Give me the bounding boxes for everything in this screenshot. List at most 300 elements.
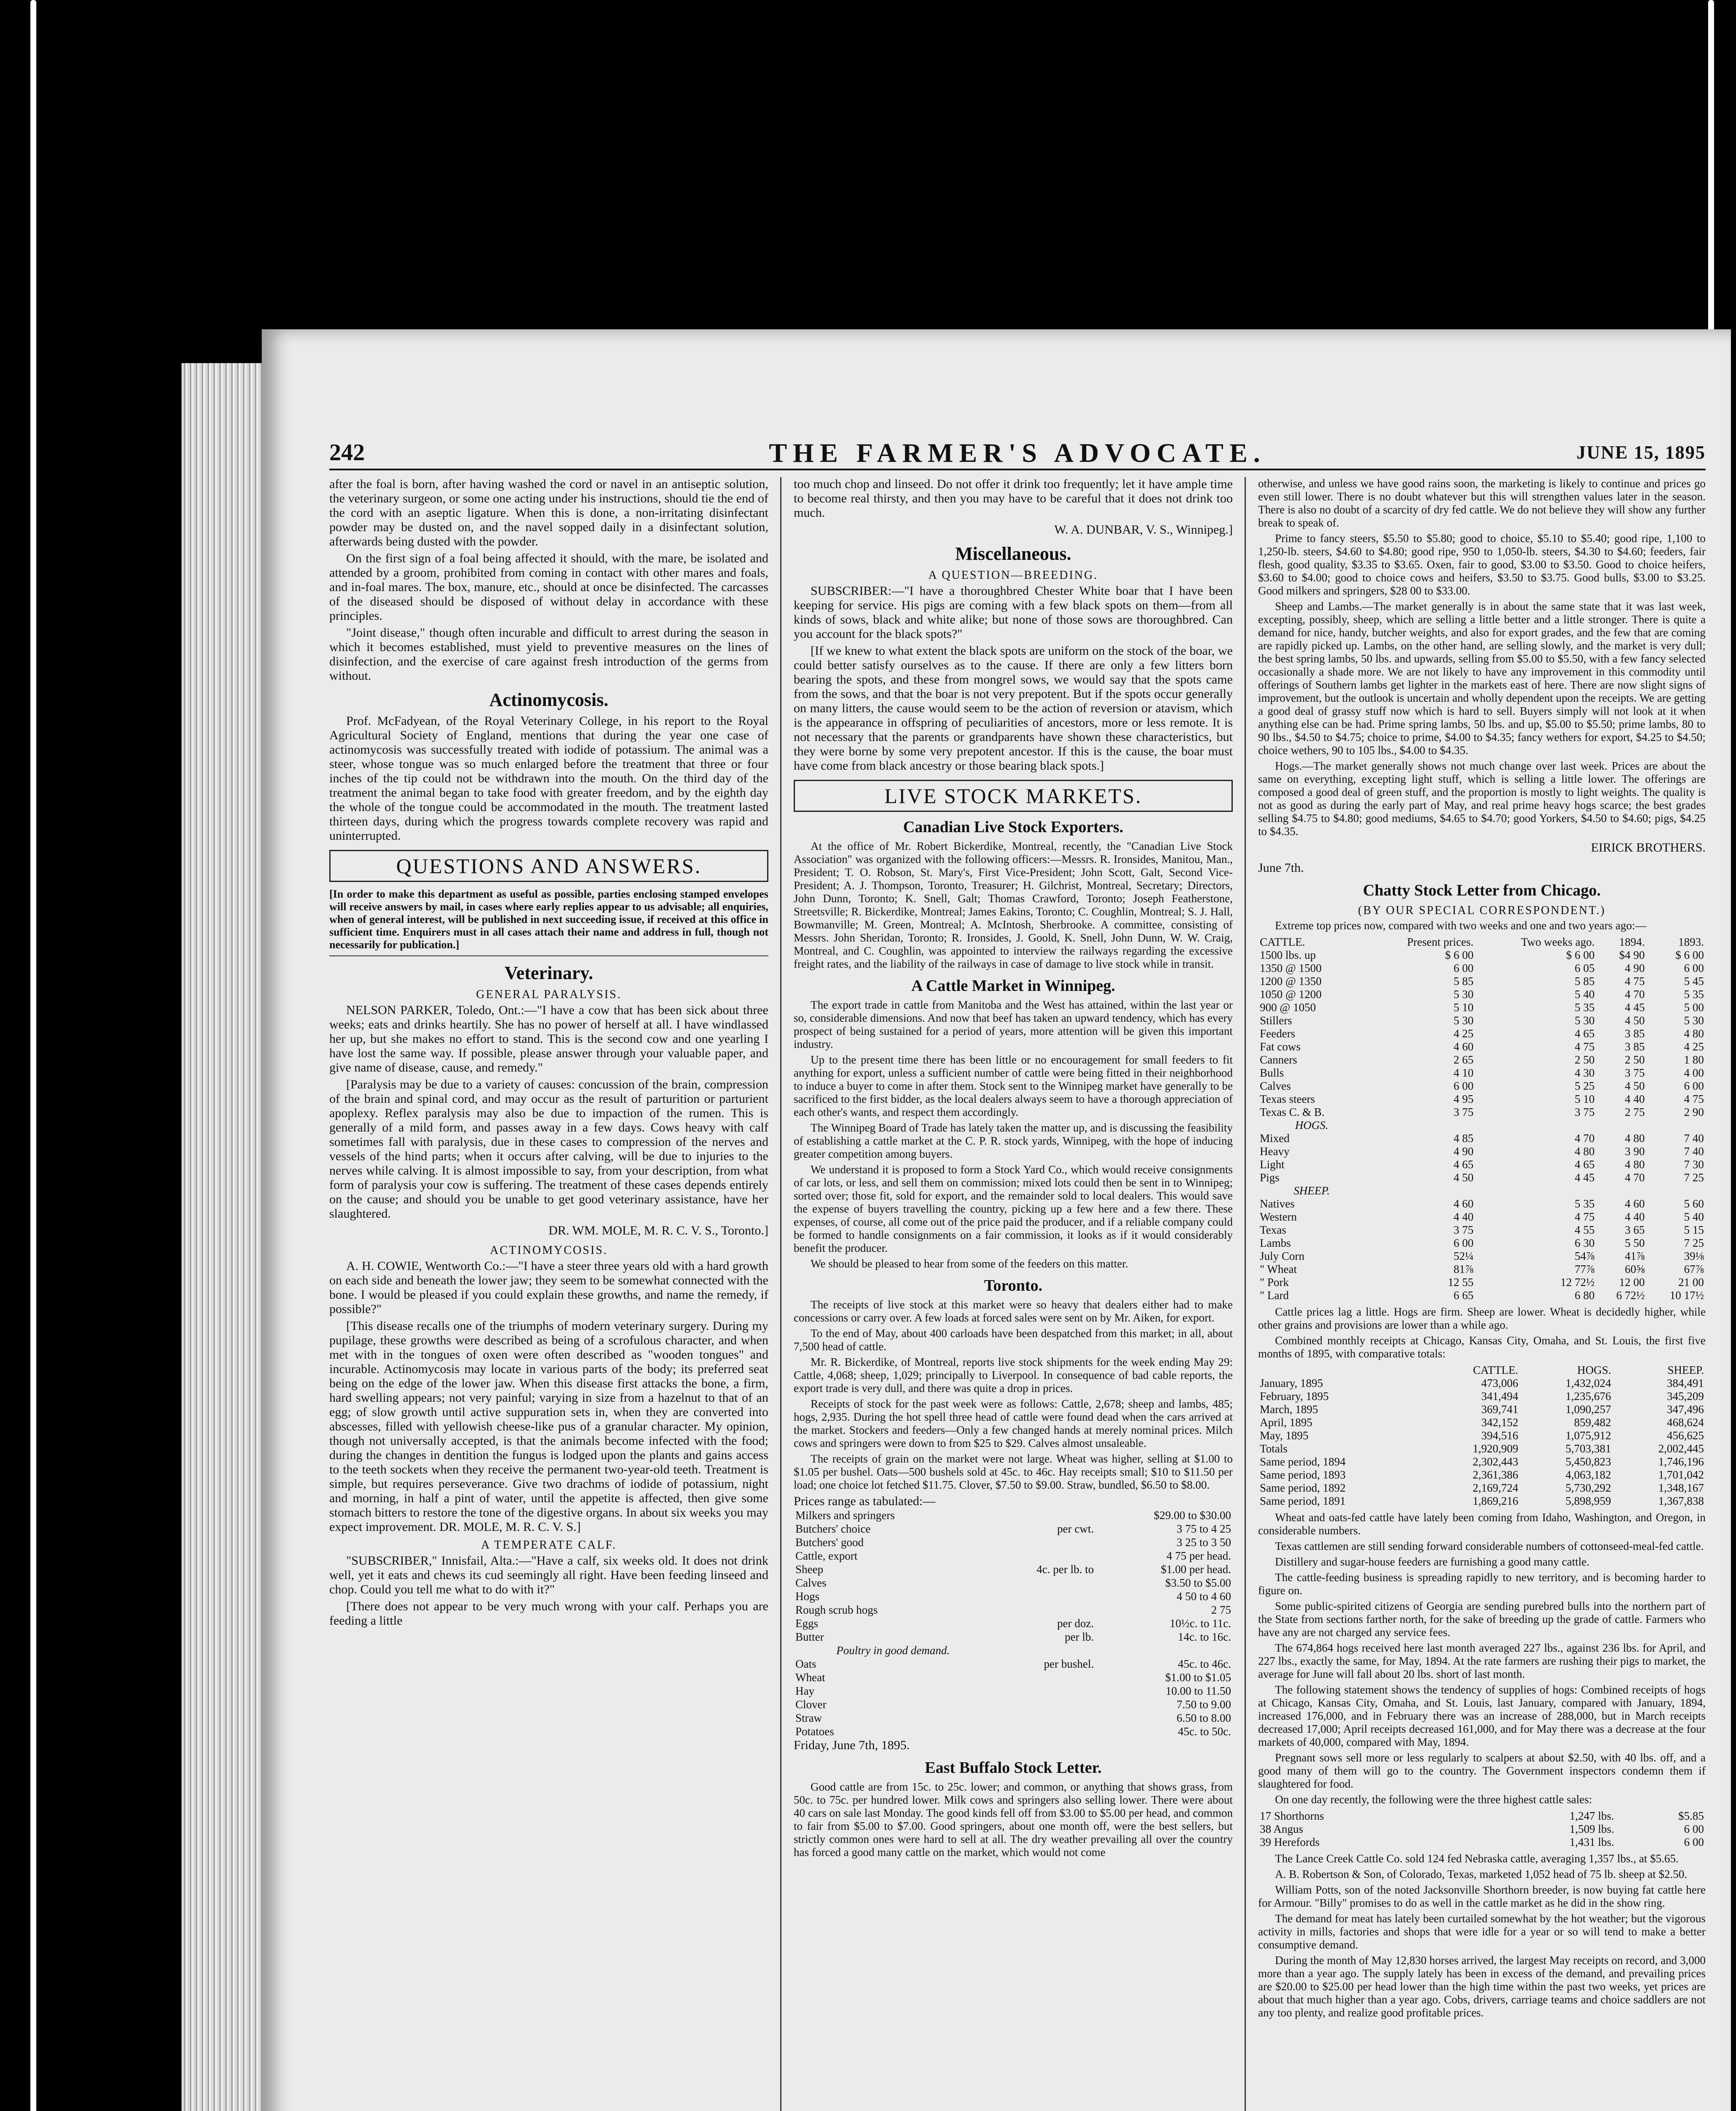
table-cell: 468,624 bbox=[1667, 1416, 1704, 1429]
price-row bbox=[794, 1522, 1233, 1536]
table-cell: $4 90 bbox=[1619, 949, 1645, 961]
table-cell: Same period, 1892 bbox=[1260, 1481, 1346, 1494]
table-cell: Totals bbox=[1260, 1442, 1288, 1455]
article-text: The following statement shows the tendency of supplies of hogs: Combined receipts of hogs at Chicago, Kansas City, Omaha, and St. Louis, last January, compared with January, 1894, increased 176,000, and in February there was an increase of 288,000, but in March receipts decreased 17,000; April receipts decreased 161,000, and for May there was a decrease at the four markets of 40,000, compared with May, 1894. bbox=[1258, 1683, 1706, 1748]
table-cell bbox=[992, 1684, 1096, 1698]
table-cell: 2,302,443 bbox=[1473, 1455, 1519, 1468]
table-cell: 1,075,912 bbox=[1565, 1429, 1611, 1442]
table-cell bbox=[1646, 1119, 1706, 1132]
table-cell: 7 40 bbox=[1684, 1132, 1704, 1145]
subheading: A TEMPERATE CALF. bbox=[481, 1538, 617, 1552]
receipts-row bbox=[1258, 1455, 1706, 1468]
table-cell: 1,235,676 bbox=[1565, 1390, 1611, 1403]
question-text: "SUBSCRIBER," Innisfail, Alta.:—"Have a calf, six weeks old. It does not drink well, yet it eats and chews its cud seemingly all right. Have been feeding linseed and chop. Could you tell me what to do with it?" bbox=[329, 1554, 768, 1596]
table-cell: 60⅝ bbox=[1625, 1263, 1645, 1275]
table-cell: 5,898,959 bbox=[1565, 1495, 1611, 1507]
table-cell: 2,361,386 bbox=[1473, 1468, 1519, 1481]
table-cell: 5 85 bbox=[1574, 975, 1595, 988]
receipts-row bbox=[1258, 1377, 1706, 1390]
table-cell: 394,516 bbox=[1481, 1429, 1519, 1442]
table-cell bbox=[992, 1549, 1096, 1563]
table-cell: 1,431 lbs. bbox=[1569, 1836, 1614, 1848]
table-cell: 5 30 bbox=[1453, 988, 1474, 1001]
article-text: A. B. Robertson & Son, of Colorado, Texas, marketed 1,052 head of 75 lb. sheep at $2.50. bbox=[1275, 1868, 1687, 1880]
table-cell: 4 50 bbox=[1625, 1014, 1645, 1027]
table-cell: 1500 lbs. up bbox=[1260, 949, 1316, 961]
table-cell: 3 85 bbox=[1625, 1040, 1645, 1053]
subheading: ACTINOMYCOSIS. bbox=[490, 1244, 608, 1257]
table-cell: $ 6 00 bbox=[1566, 949, 1595, 961]
table-cell: $ 6 00 bbox=[1675, 949, 1704, 961]
table-cell: 5 45 bbox=[1684, 975, 1704, 988]
article-text: Up to the present time there has been little or no encouragement for small feeders to fit anything for export, unless a sufficient number of cattle were being fitted in their neighborhood to induce a buyer to come in after them. Stock sent to the Winnipeg market have generally to be sacrificed to the first bidder, as the local dealers always seem to have a thorough appreciation of each other's wants, and respect them accordingly. bbox=[794, 1053, 1233, 1118]
table-cell: 4 65 bbox=[1574, 1027, 1595, 1040]
table-cell: 1,432,024 bbox=[1565, 1377, 1611, 1389]
table-cell: 3 85 bbox=[1625, 1027, 1645, 1040]
receipts-row bbox=[1258, 1481, 1706, 1495]
stock-price-row bbox=[1258, 1276, 1706, 1289]
table-cell: 3 75 bbox=[1574, 1106, 1595, 1118]
stock-price-row bbox=[1258, 1027, 1706, 1040]
table-cell: 4 75 bbox=[1574, 1040, 1595, 1053]
receipts-row bbox=[1258, 1442, 1706, 1455]
table-cell: 6 00 bbox=[1453, 1237, 1474, 1249]
table-header-row bbox=[1258, 936, 1706, 949]
table-cell: 6 80 bbox=[1574, 1289, 1595, 1302]
table-cell bbox=[1475, 1119, 1596, 1132]
table-header-cell: 1893. bbox=[1678, 936, 1704, 948]
table-cell: $3.50 to $5.00 bbox=[1165, 1576, 1231, 1589]
receipts-row bbox=[1258, 1429, 1706, 1442]
stock-price-row bbox=[1258, 1158, 1706, 1171]
price-row bbox=[794, 1684, 1233, 1698]
table-cell bbox=[992, 1509, 1096, 1522]
table-cell: Wheat bbox=[795, 1671, 825, 1684]
table-cell: 7 30 bbox=[1684, 1158, 1704, 1171]
stock-price-row bbox=[1258, 1040, 1706, 1053]
table-cell: 5 85 bbox=[1453, 975, 1474, 988]
receipts-row bbox=[1258, 1495, 1706, 1508]
table-cell: 3 75 bbox=[1625, 1066, 1645, 1079]
price-row bbox=[794, 1711, 1233, 1725]
subheading: A QUESTION—BREEDING. bbox=[928, 569, 1099, 582]
table-cell: July Corn bbox=[1260, 1250, 1305, 1262]
table-cell: $5.85 bbox=[1678, 1810, 1704, 1822]
table-cell: 77⅞ bbox=[1574, 1263, 1595, 1275]
table-cell: 45c. to 46c. bbox=[1178, 1658, 1231, 1670]
price-row bbox=[794, 1657, 1233, 1671]
table-cell: Oats bbox=[795, 1658, 816, 1670]
table-cell: 6 72½ bbox=[1616, 1289, 1645, 1302]
table-cell: 4c. per lb. to bbox=[1036, 1563, 1094, 1576]
article-text: The Winnipeg Board of Trade has lately taken the matter up, and is discussing the feasibility of establishing a cattle market at the C. P. R. stock yards, Winnipeg, with the hope of inducing greater competition among buyers. bbox=[794, 1121, 1233, 1160]
table-cell: 384,491 bbox=[1667, 1377, 1704, 1389]
table-cell: 5 35 bbox=[1574, 1197, 1595, 1210]
table-cell: Calves bbox=[1260, 1080, 1291, 1092]
table-cell: Straw bbox=[795, 1712, 822, 1724]
table-cell: Butter bbox=[795, 1631, 824, 1643]
table-cell: Hogs bbox=[795, 1590, 820, 1603]
stock-price-row bbox=[1258, 962, 1706, 975]
table-cell: 4 45 bbox=[1625, 1001, 1645, 1014]
cattle-sales-table bbox=[1258, 1810, 1706, 1849]
table-cell: per cwt. bbox=[1057, 1522, 1094, 1535]
table-cell: 7.50 to 9.00 bbox=[1176, 1698, 1231, 1711]
table-cell: 4 60 bbox=[1453, 1197, 1474, 1210]
table-cell bbox=[1365, 1184, 1475, 1197]
table-cell: 5,703,381 bbox=[1565, 1442, 1611, 1455]
table-cell: 1,701,042 bbox=[1658, 1468, 1704, 1481]
table-cell: 4 65 bbox=[1453, 1158, 1474, 1171]
table-cell: Butchers' choice bbox=[795, 1522, 871, 1535]
subheading: (BY OUR SPECIAL CORRESPONDENT.) bbox=[1358, 904, 1606, 917]
table-cell: " Lard bbox=[1260, 1289, 1289, 1302]
column-rule bbox=[1245, 477, 1246, 2111]
table-cell: 4 65 bbox=[1574, 1158, 1595, 1171]
table-cell: 3 75 to 4 25 bbox=[1176, 1522, 1231, 1535]
article-text: On one day recently, the following were the three highest cattle sales: bbox=[1275, 1793, 1592, 1806]
article-text: At the office of Mr. Robert Bickerdike, Montreal, recently, the "Canadian Live Stock Association" was organized with the following officers:—Messrs. R. Ironsides, Manitou, Man., President; T. O. Robson, St. Mary's, First Vice-President; John Scott, Galt, Second Vice-President; A. J. Thompson, Toronto, Treasurer; H. Gilchrist, Montreal, Secretary; Directors, John Dunn, Toronto; K. Snell, Galt; Thomas Crawford, Toronto; Joseph Featherstone, Streetsville; R. Bickerdike, Montreal; James Eakins, Toronto; C. Coughlin, Montreal; S. J. Hall, Bowmanville; M. Green, Montreal; A. McIntosh, Sherbrooke. A committee, consisting of Messrs. John Sheridan, Toronto; R. Ironsides, J. Goold, K. Snell, John Dunn, W. W. Craig, Montreal, and C. Coughlin, was appointed to interview the railways regarding the excessive freight rates, and the liability of the railways in case of damage to live stock while in transit. bbox=[794, 840, 1233, 970]
table-cell: 6 05 bbox=[1574, 962, 1595, 974]
table-cell: 38 Angus bbox=[1260, 1823, 1303, 1835]
table-header-cell bbox=[1258, 1364, 1427, 1377]
table-header-cell: CATTLE. bbox=[1473, 1364, 1519, 1376]
question-text: SUBSCRIBER:—"I have a thoroughbred Chester White boar that I have been keeping for service. His pigs are coming with a few black spots on them—from all kinds of sows, black and white alike; but none of those sows are thoroughbred. Can you account for the black spots?" bbox=[794, 584, 1233, 641]
table-cell: 1 80 bbox=[1684, 1053, 1704, 1066]
columns bbox=[329, 477, 1706, 2111]
table-cell: $1.00 to $1.05 bbox=[1165, 1671, 1231, 1684]
table-cell: 859,482 bbox=[1574, 1416, 1611, 1429]
paper-title: THE FARMER'S ADVOCATE. bbox=[769, 438, 1266, 468]
table-cell: January, 1895 bbox=[1260, 1377, 1323, 1389]
table-cell: 473,006 bbox=[1481, 1377, 1519, 1389]
table-cell: 6 30 bbox=[1574, 1237, 1595, 1249]
price-row bbox=[794, 1576, 1233, 1590]
table-cell: Light bbox=[1260, 1158, 1285, 1171]
table-cell: 1,247 lbs. bbox=[1569, 1810, 1614, 1822]
article-text: We should be pleased to hear from some of the feeders on this matter. bbox=[811, 1257, 1128, 1270]
column-1 bbox=[329, 477, 768, 2111]
stock-price-row bbox=[1258, 1237, 1706, 1250]
table-cell: 7 40 bbox=[1684, 1145, 1704, 1158]
stock-price-row bbox=[1258, 1053, 1706, 1066]
table-cell: Eggs bbox=[795, 1617, 818, 1630]
table-cell: 1,348,167 bbox=[1658, 1481, 1704, 1494]
article-text: On the first sign of a foal being affected it should, with the mare, be isolated and attended by a groom, prohibited from coming in contact with other mares and foals, and in-foal mares. The box, manure, etc., should at once be disinfected. The carcasses of the diseased should be disposed of without delay in accordance with these principles. bbox=[329, 551, 768, 623]
table-header-cell: HOGS. bbox=[1577, 1364, 1611, 1376]
table-cell: Potatoes bbox=[795, 1725, 834, 1738]
table-cell bbox=[992, 1711, 1096, 1725]
section-heading: Miscellaneous. bbox=[955, 543, 1071, 564]
article-text: after the foal is born, after having washed the cord or navel in an antiseptic solution, the veterinary surgeon, or some one acting under his instructions, should tie the end of the cord with an aseptic ligature. When this is done, a non-irritating disinfectant powder may be dusted on, and the navel sopped daily in a disinfectant solution, afterwards being dusted with the powder. bbox=[329, 477, 768, 548]
price-row bbox=[794, 1698, 1233, 1711]
table-cell bbox=[992, 1590, 1096, 1603]
article-text: Combined monthly receipts at Chicago, Kansas City, Omaha, and St. Louis, the first five months of 1895, with comparative totals: bbox=[1258, 1334, 1706, 1360]
table-cell bbox=[1596, 1119, 1646, 1132]
table-cell: Fat cows bbox=[1260, 1040, 1301, 1053]
dateline: June 7th. bbox=[1258, 861, 1304, 875]
table-cell: 5 50 bbox=[1625, 1237, 1645, 1249]
article-text: Some public-spirited citizens of Georgia are sending purebred bulls into the northern part of the State from sections farther north, for the sake of breeding up the grade of cattle. Farmers who have any are not charged any service fees. bbox=[1258, 1600, 1706, 1639]
section-heading: Toronto. bbox=[984, 1277, 1043, 1294]
receipts-row bbox=[1258, 1403, 1706, 1416]
table-cell: 3 75 bbox=[1453, 1106, 1474, 1118]
question-text: A. H. COWIE, Wentworth Co.:—"I have a steer three years old with a hard growth on each side and beneath the lower jaw; they seem to be somewhat connected with the bone. I would be pleased if you could explain these growths, and name the remedy, if possible?" bbox=[329, 1259, 768, 1316]
table-cell: Texas C. & B. bbox=[1260, 1106, 1325, 1118]
table-cell: Feeders bbox=[1260, 1027, 1295, 1040]
table-header-row bbox=[1258, 1364, 1706, 1377]
stock-price-row bbox=[1258, 1080, 1706, 1093]
table-cell: Same period, 1891 bbox=[1260, 1495, 1346, 1507]
table-cell: 5 40 bbox=[1574, 988, 1595, 1001]
table-cell: 456,625 bbox=[1667, 1429, 1704, 1442]
table-header-cell: Present prices. bbox=[1407, 936, 1474, 948]
toronto-price-table bbox=[794, 1509, 1233, 1738]
table-cell: 2 90 bbox=[1684, 1106, 1704, 1118]
table-cell: Sheep bbox=[795, 1563, 823, 1576]
table-cell: 4 95 bbox=[1453, 1093, 1474, 1105]
table-cell: per doz. bbox=[1057, 1617, 1094, 1630]
table-cell: 4 75 bbox=[1574, 1210, 1595, 1223]
stock-price-row bbox=[1258, 1250, 1706, 1263]
table-cell bbox=[992, 1725, 1096, 1738]
page-number: 242 bbox=[329, 440, 365, 466]
table-cell: Mixed bbox=[1260, 1132, 1290, 1145]
table-cell: $ 6 00 bbox=[1445, 949, 1474, 961]
table-cell: 6 00 bbox=[1453, 1080, 1474, 1092]
table-cell: 6 65 bbox=[1453, 1289, 1474, 1302]
section-heading: East Buffalo Stock Letter. bbox=[925, 1759, 1102, 1777]
table-cell: 2 65 bbox=[1453, 1053, 1474, 1066]
table-cell: 12 55 bbox=[1448, 1276, 1474, 1289]
price-row bbox=[794, 1549, 1233, 1563]
price-row bbox=[794, 1617, 1233, 1630]
table-cell: 1,869,216 bbox=[1473, 1495, 1519, 1507]
table-cell: 5 15 bbox=[1684, 1224, 1704, 1236]
table-cell: 10 17½ bbox=[1670, 1289, 1704, 1302]
table-header-cell: SHEEP. bbox=[1667, 1364, 1704, 1376]
table-cell: 6 00 bbox=[1684, 1823, 1704, 1835]
article-text: too much chop and linseed. Do not offer it drink too frequently; let it have ample time to become real thirsty, and then you may have to be careful that it does not drink too much. bbox=[794, 477, 1233, 520]
table-header-cell: CATTLE. bbox=[1260, 936, 1305, 948]
stock-price-row bbox=[1258, 1132, 1706, 1145]
table-cell: 1050 @ 1200 bbox=[1260, 988, 1322, 1001]
table-cell: 4 50 bbox=[1453, 1171, 1474, 1184]
article-text: The Lance Creek Cattle Co. sold 124 fed Nebraska cattle, averaging 1,357 lbs., at $5.65. bbox=[1275, 1852, 1679, 1865]
receipts-table bbox=[1258, 1364, 1706, 1508]
answer-text: [This disease recalls one of the triumphs of modern veterinary surgery. During my pupilage, these growths were described as being of a scrofulous character, and when met with in the tongues of oxen were often described as "wooden tongues" and incurable. Actinomycosis may locate in various parts of the body; its preferred seat being on the edge of the lower jaw. When this disease first attacks the bone, a firm, hard swelling appears; not very painful; varying in size from a hazelnut to that of an egg; of slow growth until active suppuration sets in, when they are converted into abscesses, filled with yellowish cheese-like pus of a granular character. My opinion, though not universally accepted, is that the animals become infected with the food; during the changes in dentition the fungus is lodged upon the plants and gains access to the teeth sockets when they receive the permanent two-year-old teeth. Treatment is simple, but requires perseverance. Give two drachms of iodide of potassium, night and morning, in half a pint of water, until the appetite is affected, then give some stomach bitters to restore the tone of the digestive organs. In about six weeks you may expect improvement. DR. MOLE, M. R. C. V. S.] bbox=[329, 1319, 768, 1534]
table-cell: 7 25 bbox=[1684, 1237, 1704, 1249]
table-cell: 45c. to 50c. bbox=[1178, 1725, 1231, 1738]
signature: EIRICK BROTHERS. bbox=[1591, 841, 1706, 855]
table-cell: 1,367,838 bbox=[1658, 1495, 1704, 1507]
table-cell: 4 60 bbox=[1625, 1197, 1645, 1210]
table-cell: 3 25 to 3 50 bbox=[1176, 1536, 1231, 1549]
table-cell: $1.00 per head. bbox=[1161, 1563, 1231, 1576]
table-cell: Texas steers bbox=[1260, 1093, 1315, 1105]
stock-price-row bbox=[1258, 988, 1706, 1001]
article-text: William Potts, son of the noted Jacksonville Shorthorn breeder, is now buying fat cattle here for Armour. "Billy" promises to do as well in the cattle market as he did in the show ring. bbox=[1258, 1883, 1706, 1909]
receipts-row bbox=[1258, 1416, 1706, 1429]
price-row bbox=[794, 1590, 1233, 1603]
table-cell: 1350 @ 1500 bbox=[1260, 962, 1322, 974]
table-cell: Calves bbox=[795, 1576, 827, 1589]
table-cell: 347,496 bbox=[1667, 1403, 1704, 1416]
table-cell: 10½c. to 11c. bbox=[1169, 1617, 1231, 1630]
article-text: Distillery and sugar-house feeders are furnishing a good many cattle. bbox=[1275, 1555, 1590, 1568]
table-cell: 4 80 bbox=[1574, 1145, 1595, 1158]
table-cell: 12 00 bbox=[1619, 1276, 1645, 1289]
table-cell: 41⅞ bbox=[1625, 1250, 1645, 1262]
table-cell: 4 75 bbox=[1625, 975, 1645, 988]
receipts-row bbox=[1258, 1468, 1706, 1481]
table-cell: May, 1895 bbox=[1260, 1429, 1309, 1442]
article-text: To the end of May, about 400 carloads have been despatched from this market; in all, about 7,500 head of cattle. bbox=[794, 1327, 1233, 1353]
issue-date: JUNE 15, 1895 bbox=[1576, 442, 1706, 463]
table-cell: 17 Shorthorns bbox=[1260, 1810, 1324, 1822]
table-cell: Texas bbox=[1260, 1224, 1286, 1236]
table-cell: 4 60 bbox=[1453, 1040, 1474, 1053]
table-header-cell: Two weeks ago. bbox=[1521, 936, 1595, 948]
table-cell bbox=[992, 1671, 1096, 1684]
answer-text: [Paralysis may be due to a variety of causes: concussion of the brain, compression of the brain and spinal cord, and may occur as the result of parturition or parturient apoplexy. Reflex paralysis may also be due to impaction of the rumen. This is generally of a mild form, and passes away in a few days. Cows heavy with calf sometimes fall with paralysis, due in these cases to compression of the nerves and vessels of the hind parts; when it occurs after calving, will be due to injuries to the nerves while calving. It is almost impossible to say, from your description, from what form of paralysis your cow is suffering. The treatment of these cases depends entirely on the cause; and should you be unable to get good veterinary assistance, have her slaughtered. bbox=[329, 1077, 768, 1221]
article-text: The 674,864 hogs received here last month averaged 227 lbs., against 236 lbs. for April, and 227 lbs., exactly the same, for May, 1894. At the rate farmers are rushing their pigs to market, the average for June will fall about 20 lbs. short of last month. bbox=[1258, 1642, 1706, 1680]
table-cell: 2,169,724 bbox=[1473, 1481, 1519, 1494]
table-cell: 4 10 bbox=[1453, 1066, 1474, 1079]
table-cell: 1,509 lbs. bbox=[1569, 1823, 1614, 1835]
sale-row bbox=[1258, 1810, 1706, 1823]
stock-price-row bbox=[1258, 1119, 1706, 1132]
table-cell: 4 25 bbox=[1453, 1027, 1474, 1040]
sale-row bbox=[1258, 1823, 1706, 1836]
table-cell: Cattle, export bbox=[795, 1549, 857, 1562]
page-header bbox=[329, 439, 1706, 470]
table-cell: 345,209 bbox=[1667, 1390, 1704, 1403]
stock-price-row bbox=[1258, 975, 1706, 988]
table-cell: 1,090,257 bbox=[1565, 1403, 1611, 1416]
table-cell: Rough scrub hogs bbox=[795, 1604, 878, 1616]
table-cell: 1200 @ 1350 bbox=[1260, 975, 1322, 988]
subheading: GENERAL PARALYSIS. bbox=[476, 988, 622, 1001]
article-text: The export trade in cattle from Manitoba and the West has attained, within the last year or so, considerable dimensions. And now that beef has taken an upward tendency, which has every prospect of being sustained for a period of years, more attention will be given this important industry. bbox=[794, 999, 1233, 1050]
table-cell: 5 35 bbox=[1684, 988, 1704, 1001]
article-text: The receipts of grain on the market were not large. Wheat was higher, selling at $1.00 to $1.05 per bushel. Oats—500 bushels sold at 45c. to 46c. Hay receipts small; $10 to $11.50 per load; one choice lot fetched $11.75. Clover, $7.50 to $9.00. Straw, bundled, $6.50 to $8.00. bbox=[794, 1452, 1233, 1491]
table-cell: Milkers and springers bbox=[795, 1509, 895, 1522]
article-text: We understand it is proposed to form a Stock Yard Co., which would receive consignments of car lots, or less, and sell them on commission; mixed lots could then be sent in to Winnipeg; sorted over; those fit, sold for export, and the remainder sold to local dealers. This would save the expense of buyers travelling the country, picking up a few here and a few there. These expenses, of course, all come out of the price paid the producer, and if a reliable company could be formed to handle consignments on a fair commission, it looks as if it would considerably benefit the producer. bbox=[794, 1163, 1233, 1254]
answer-text: [If we knew to what extent the black spots are uniform on the stock of the boar, we could better satisfy ourselves as to the cause. If there are only a few litters born bearing the spots, and these from mongrel sows, we would say that the spots came from the sows, and that the boar is not very prepotent. But if the spots occur generally on many litters, the cause would seem to be the action of reversion or atavism, which is the appearance in offspring of peculiarities of ancestors, more or less remote. It is not necessary that the parents or grandparents have shown these characteristics, but they were borne by some very prepotent ancestor. If this is the cause, the boar must have come from black ancestry or those bearing black spots.] bbox=[794, 644, 1233, 773]
table-cell: Butchers' good bbox=[795, 1536, 864, 1549]
table-cell bbox=[1596, 1184, 1646, 1197]
table-cell: 5,450,823 bbox=[1565, 1455, 1611, 1468]
price-row bbox=[794, 1563, 1233, 1576]
table-cell: Pigs bbox=[1260, 1171, 1280, 1184]
stock-price-row bbox=[1258, 1093, 1706, 1106]
table-cell bbox=[1365, 1119, 1475, 1132]
table-cell: 6 00 bbox=[1684, 962, 1704, 974]
table-cell: 4 75 per head. bbox=[1166, 1549, 1231, 1562]
stock-price-row bbox=[1258, 1001, 1706, 1014]
table-cell: 6 00 bbox=[1453, 962, 1474, 974]
article-text: Extreme top prices now, compared with two weeks and one and two years ago:— bbox=[1275, 919, 1646, 932]
table-cell bbox=[1096, 1644, 1233, 1657]
table-cell: 39⅛ bbox=[1684, 1250, 1704, 1262]
table-header-cell: 1894. bbox=[1619, 936, 1645, 948]
table-cell: 2,002,445 bbox=[1658, 1442, 1704, 1455]
table-cell: 81⅞ bbox=[1453, 1263, 1474, 1275]
table-cell: Clover bbox=[795, 1698, 827, 1711]
article-text: Texas cattlemen are still sending forward considerable numbers of cottonseed-meal-fed cattle. bbox=[1275, 1540, 1704, 1552]
article-text: The receipts of live stock at this market were so heavy that dealers either had to make concessions or carry over. A few loads at forced sales were sent on by Mr. Aiken, for export. bbox=[794, 1298, 1233, 1324]
table-cell: 39 Herefords bbox=[1260, 1836, 1320, 1848]
table-cell bbox=[1475, 1184, 1596, 1197]
table-cell: 5 30 bbox=[1684, 1014, 1704, 1027]
table-cell: Hay bbox=[795, 1685, 814, 1697]
stock-price-row bbox=[1258, 1289, 1706, 1302]
table-cell: March, 1895 bbox=[1260, 1403, 1318, 1416]
table-cell: 4 80 bbox=[1625, 1158, 1645, 1171]
table-cell: 4 50 bbox=[1625, 1080, 1645, 1092]
price-row bbox=[794, 1509, 1233, 1522]
table-cell: Same period, 1893 bbox=[1260, 1468, 1346, 1481]
table-cell: 4 90 bbox=[1453, 1145, 1474, 1158]
table-cell: 4 80 bbox=[1625, 1132, 1645, 1145]
table-cell: HOGS. bbox=[1295, 1119, 1329, 1131]
article-text: Prof. McFadyean, of the Royal Veterinary College, in his report to the Royal Agricultural Society of England, mentions that during the year one case of actinomycosis was successfully treated with iodide of potassium. The animal was a steer, whose tongue was so much enlarged before the treatment that three or four inches of the tip could not be withdrawn into the mouth. On the third day of the treatment the animal began to take food with greater freedom, and by the eighth day the whole of the tongue could be accommodated in the mouth. The treatment lasted thirteen days, during which the progress towards complete recovery was rapid and uninterrupted. bbox=[329, 714, 768, 843]
table-cell bbox=[1646, 1184, 1706, 1197]
table-cell: 6.50 to 8.00 bbox=[1176, 1712, 1231, 1724]
article-text: Mr. R. Bickerdike, of Montreal, reports live stock shipments for the week ending May 29: Cattle, 4,068; sheep, 1,029; principally to Liverpool. In consequence of bad cable reports, the export trade is very dull, and there was quite a drop in prices. bbox=[794, 1356, 1233, 1395]
table-cell: 6 00 bbox=[1684, 1080, 1704, 1092]
table-cell: Stillers bbox=[1260, 1014, 1292, 1027]
article-text: Sheep and Lambs.—The market generally is in about the same state that it was last week, excepting, possibly, sheep, which are selling a little better and a little stronger. There is quite a demand for nice, handy, butcher weights, and also for export grades, and the few that are coming are rapidly picked up. Lambs, on the other hand, are selling slowly, and the market is very dull; the best spring lambs, 50 lbs. and upwards, selling from $5.00 to $5.50, with a few fancy selected occasionally a shade more. We are not likely to have any improvement in this commodity until offerings of Southern lambs get lighter in the markets east of here. There are now slight signs of improvement, but the outlook is uncertain and wholly dependent upon the receipts. We are getting a good deal of grassy stuff now which is hard to sell. Buyers simply will not look at it when anything else can be had. Prime spring lambs, 50 lbs. and up, $5.00 to $5.50; prime lambs, 80 to 90 lbs., $4.50 to $4.75; choice to prime, $4.00 to $4.35; fancy wethers for export, $4.25 to $4.50; choice wethers, 90 to 105 lbs., $4.00 to $4.35. bbox=[1258, 600, 1706, 757]
table-cell: " Wheat bbox=[1260, 1263, 1297, 1275]
receipts-row bbox=[1258, 1390, 1706, 1403]
table-cell: " Pork bbox=[1260, 1276, 1289, 1289]
prices-intro: Prices range as tabulated:— bbox=[794, 1494, 936, 1508]
table-cell: 4 50 to 4 60 bbox=[1176, 1590, 1231, 1603]
table-cell: 2 50 bbox=[1625, 1053, 1645, 1066]
price-row bbox=[794, 1630, 1233, 1644]
table-cell: 3 75 bbox=[1453, 1224, 1474, 1236]
table-cell: 369,741 bbox=[1481, 1403, 1519, 1416]
sale-row bbox=[1258, 1836, 1706, 1849]
table-cell: per lb. bbox=[1064, 1631, 1094, 1643]
article-text: Prime to fancy steers, $5.50 to $5.80; good to choice, $5.10 to $5.40; good ripe, 1,100 to 1,250-lb. steers, $4.60 to $4.80; good ripe, 950 to 1,050-lb. steers, $4.30 to $4.60; feeders, fair flesh, good quality, $3.35 to $3.65. Oxen, fair to good, $3.00 to $3.50. Good to choice heifers, $3.60 to $4.00; good to choice cows and heifers, $3.50 to $3.75. Good bulls, $3.00 to $3.25. Good milkers and springers, $28 00 to $33.00. bbox=[1258, 532, 1706, 597]
book-page-edges bbox=[182, 363, 262, 2111]
table-cell: Heavy bbox=[1260, 1145, 1290, 1158]
table-cell: 4 55 bbox=[1574, 1224, 1595, 1236]
table-cell: 4 70 bbox=[1625, 1171, 1645, 1184]
table-cell: 5 10 bbox=[1574, 1093, 1595, 1105]
article-text: During the month of May 12,830 horses arrived, the largest May receipts on record, and 3,000 more than a year ago. The supply lately has been in excess of the demand, and prevailing prices are $20.00 to $25.00 per head lower than the high time within the past two weeks, yet prices are about that much higher than a year ago. Cobs, drivers, carriage teams and choice saddlers are not any too plenty, and realize good profitable prices. bbox=[1258, 1954, 1706, 2019]
stock-price-row bbox=[1258, 1145, 1706, 1158]
table-cell: Lambs bbox=[1260, 1237, 1291, 1249]
table-cell bbox=[992, 1644, 1096, 1657]
column-rule bbox=[780, 477, 781, 2111]
stock-price-row bbox=[1258, 1263, 1706, 1276]
table-cell: 4 40 bbox=[1453, 1210, 1474, 1223]
table-cell: $29.00 to $30.00 bbox=[1153, 1509, 1231, 1522]
article-text: "Joint disease," though often incurable and difficult to arrest during the season in which it becomes established, must yield to preventive measures on the lines of disinfection, and the exercise of care against fresh introduction of the germs from without. bbox=[329, 626, 768, 683]
stock-price-row bbox=[1258, 1224, 1706, 1237]
table-cell: 5 25 bbox=[1574, 1080, 1595, 1092]
section-banner: LIVE STOCK MARKETS. bbox=[794, 780, 1233, 812]
table-cell: 4 90 bbox=[1625, 962, 1645, 974]
table-cell: per bushel. bbox=[1044, 1658, 1094, 1670]
table-cell: Same period, 1894 bbox=[1260, 1455, 1346, 1468]
stock-price-row bbox=[1258, 1171, 1706, 1184]
table-cell: Western bbox=[1260, 1210, 1297, 1223]
